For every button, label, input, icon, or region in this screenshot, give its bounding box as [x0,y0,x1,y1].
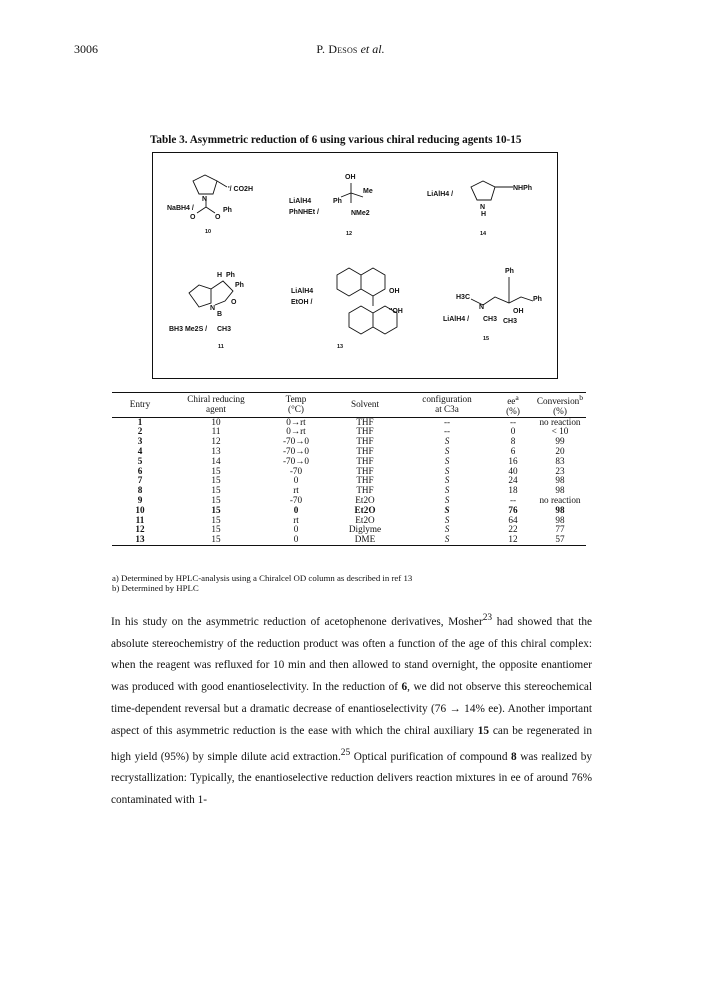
svg-text:Ph: Ph [533,296,542,303]
svg-text:OH: OH [513,308,524,315]
header-conversion: Conversion$^b$ (%) [534,393,586,418]
reagent-13-line1: LiAlH4 [291,288,314,295]
svg-text:Ph: Ph [333,198,342,205]
table-row: 4 13 -70→0 THF S 6 20 [137,446,565,457]
running-head [0,42,701,57]
header-entry: Entry [112,393,168,418]
structure-10 [167,175,253,235]
header-agent: Chiral reducing agent [168,393,264,418]
table-row: 12 15 0 Diglyme S 22 77 [135,524,565,535]
reagent-10: NaBH4 / [167,205,194,212]
reagent-13-line2: EtOH / [291,299,313,306]
label-11: 11 [218,344,224,350]
table-row: 5 14 -70→0 THF S 16 83 [137,455,565,466]
table-row: 11 15 rt Et2O S 64 98 [135,514,565,525]
svg-text:Ph: Ph [226,272,235,279]
svg-text:Me: Me [363,188,373,195]
structure-14 [427,181,532,237]
svg-text:CH3: CH3 [483,316,498,323]
table-footnotes [112,573,412,593]
structure-11 [169,272,244,350]
structure-15 [443,268,542,342]
svg-text:N: N [202,196,208,203]
svg-text:H3C: H3C [456,294,471,301]
reagent-12-line2: PhNHEt / [289,209,319,216]
label-12: 12 [346,231,353,237]
table-row: 7 15 0 THF S 24 98 [137,475,565,486]
svg-text:CH3: CH3 [503,318,518,325]
svg-text:OH: OH [345,174,356,181]
svg-text:NHPh: NHPh [513,185,533,192]
running-head-etal: et al. [360,42,385,56]
reagent-15: LiAlH4 / [443,316,470,323]
reagent-11: BH3 Me2S / [169,326,208,333]
results-table [112,392,586,546]
svg-text:'/ CO2H: '/ CO2H [228,186,254,193]
footnote-b: b) Determined by HPLC [112,583,199,594]
label-10: 10 [205,229,212,235]
table-row: 2 11 0→rt THF -- 0 < 10 [137,426,569,437]
table-header-row [112,393,586,418]
svg-text:Ph: Ph [505,268,514,275]
reagent-scheme [152,152,558,379]
reagent-14: LiAlH4 / [427,191,454,198]
svg-text:Ph: Ph [235,282,244,289]
table-row: 9 15 -70 Et2O S -- no reaction [137,495,581,506]
svg-text:B: B [217,311,223,318]
svg-text:O: O [190,214,196,221]
label-15: 15 [483,336,490,342]
table-row: 10 15 0 Et2O S 76 98 [135,504,565,515]
table-caption: Table 3. Asymmetric reduction of 6 using various chiral reducing agents 10-15 [150,134,522,146]
structure-13 [291,268,403,350]
reagent-12-line1: LiAlH4 [289,198,312,205]
svg-text:''OH: ''OH [389,308,403,315]
label-13: 13 [337,344,344,350]
svg-text:N: N [480,204,486,211]
header-solvent: Solvent [328,393,402,418]
table-row: 1 10 0→rt THF -- -- no reaction [137,416,581,427]
table-row: 6 15 -70 THF S 40 23 [137,465,565,476]
svg-text:Ph: Ph [223,207,232,214]
structure-12 [289,174,373,237]
svg-text:OH: OH [389,288,400,295]
footnote-a: a) Determined by HPLC-analysis using a Chiralcel OD column as described in ref 13 [112,573,413,583]
header-temp: Temp (°C) [264,393,328,418]
svg-text:N: N [210,305,216,312]
svg-text:CH3: CH3 [217,326,232,333]
label-14: 14 [480,231,487,237]
table-row: 13 15 0 DME S 12 57 [112,535,586,545]
body-paragraph: In his study on the asymmetric reduction of acetophenone derivatives, Mosher$^{23}$ had showed that the absolute stereochemistry of the reduction product was often a function of the age of this chiral complex: when the reagent was refluxed for 10 min and then allowed to stand overnight, the opposite enantiomer was produced with good enantioselectivity. In the reduction of 6, we did not observe this stereochemical time-dependent reversal but a dramatic decrease of enantioselectivity (76 → 14% ee). Another important aspect of this asymmetric reduction is the ease with which the chiral auxiliary 15 can be regenerated in high yield (95%) by simple dilute acid extraction.$^{25}$ Optical purification of compound 8 was realized by recrystallization: Typically, the enantioselective reduction delivers reaction mixtures in ee of around 76% contaminated with 1- [111,613,592,806]
table-row: 8 15 rt THF S 18 98 [137,485,565,496]
svg-text:N: N [479,304,485,311]
svg-text:H: H [481,211,487,218]
svg-text:O: O [231,299,237,306]
header-config: configuration at C3a [402,393,492,418]
svg-text:O: O [215,214,221,221]
svg-text:NMe2: NMe2 [351,210,370,217]
page-number: 3006 [74,42,98,56]
svg-text:H: H [217,272,223,279]
table-row: 3 12 -70→0 THF S 8 99 [137,436,565,447]
header-ee: $ee^a$ (%) [492,393,534,418]
running-head-authors: P. Desos [316,42,358,56]
